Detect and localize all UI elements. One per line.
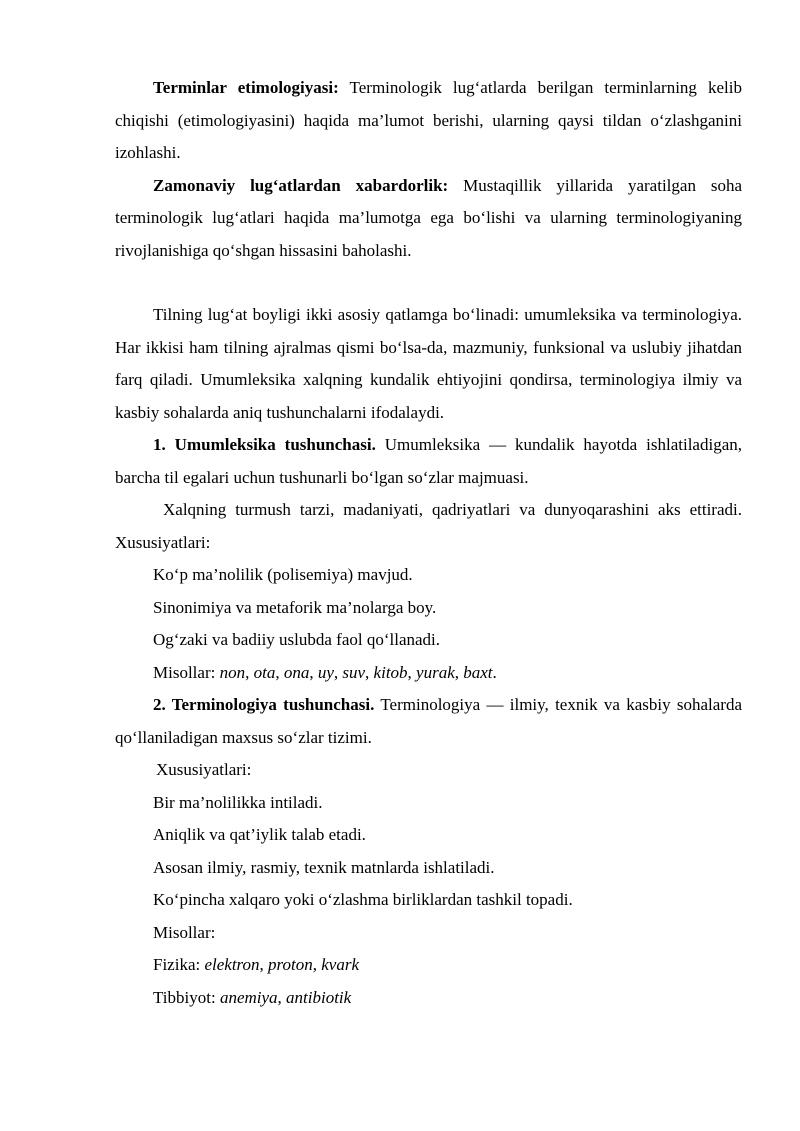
paragraph-text: Terminologik lug‘atlarda berilgan terminlarning kelib chiqishi (etimologiyasini) haqida ma’lumot berishi, ularning qaysi tildan o‘zlashganini izohlashi. <box>115 78 742 162</box>
list-item: Bir ma’nolilikka intiladi. <box>153 792 323 812</box>
list-item: Og‘zaki va badiiy uslubda faol qo‘llanadi. <box>153 630 441 649</box>
list-item: Ko‘pincha xalqaro yoki o‘zlashma birliklardan tashkil topadi. <box>153 890 573 909</box>
example-field-fizika: Fizika: elektron, proton, kvark <box>153 955 360 974</box>
list-item: Ko‘p ma’nolilik (polisemiya) mavjud. <box>153 565 413 584</box>
paragraph-lead-bold: Terminlar etimologiyasi: <box>153 78 339 97</box>
example-word: ota <box>253 662 276 682</box>
section-heading: 1. Umumleksika tushunchasi. <box>153 435 376 454</box>
examples-label: Misollar: <box>153 662 220 682</box>
section-definition: Terminologiya — ilmiy, texnik va kasbiy sohalarda qo‘llaniladigan maxsus so‘zlar tizimi. <box>115 695 742 747</box>
section-definition: Umumleksika — kundalik hayotda ishlatiladigan, barcha til egalari uchun tushunarli bo‘lgan so‘zlar majmuasi. <box>115 435 742 487</box>
paragraph-lugat-boyligi: Tilning lug‘at boyligi ikki asosiy qatlamga bo‘linadi: umumleksika va terminologiya. Har ikkisi ham tilning ajralmas qismi bo‘lsa-da, mazmuniy, funksional va uslubiy jihatdan farq qiladi. Umumleksika xalqning kundalik ehtiyojini qondirsa, terminologiya ilmiy va kasbiy sohalarda aniq tushunchalarni ifodalaydi. <box>115 305 742 422</box>
field-label: Tibbiyot: <box>153 987 220 1007</box>
examples-line: Misollar: non, ota, ona, uy, suv, kitob, yurak, baxt. <box>153 662 497 682</box>
example-word: yurak <box>416 662 455 682</box>
term-word: elektron <box>204 955 260 974</box>
term-word: kvark <box>321 955 360 974</box>
features-label: Xususiyatlari: <box>156 760 252 779</box>
example-word: uy <box>317 662 334 682</box>
paragraph-text: Mustaqillik yillarida yaratilgan soha terminologik lug‘atlari haqida ma’lumotga ega bo‘lishi va ularning terminologiyaning rivojlanishiga qo‘shgan hissasini baholashi. <box>115 175 743 260</box>
example-word: ona <box>283 662 310 682</box>
examples-label: Misollar: <box>153 922 216 942</box>
paragraph-spacer <box>115 267 742 299</box>
example-field-tibbiyot: Tibbiyot: anemiya, antibiotik <box>153 987 352 1007</box>
example-word: baxt <box>463 662 493 682</box>
paragraph-zamonaviy-lugatlar <box>115 170 742 268</box>
example-word: suv <box>342 662 366 682</box>
section-umumleksika-heading <box>115 429 742 494</box>
field-label: Fizika: <box>153 955 205 974</box>
section-umumleksika-intro: Xalqning turmush tarzi, madaniyati, qadriyatlari va dunyoqarashini aks ettiradi. Xususiyatlari: <box>115 500 742 552</box>
example-word: kitob <box>373 662 408 682</box>
section-heading: 2. Terminologiya tushunchasi. <box>153 695 375 714</box>
document-body <box>115 72 742 1014</box>
term-word: anemiya <box>219 987 278 1007</box>
term-word: antibiotik <box>286 987 352 1007</box>
list-item: Aniqlik va qat’iylik talab etadi. <box>153 825 366 844</box>
example-word: non <box>219 662 246 682</box>
section-terminologiya-heading <box>115 689 742 754</box>
paragraph-lead-bold: Zamonaviy lug‘atlardan xabardorlik: <box>153 175 449 195</box>
list-item: Asosan ilmiy, rasmiy, texnik matnlarda ishlatiladi. <box>153 857 495 877</box>
paragraph-terminlar-etimologiyasi <box>115 72 742 170</box>
term-word: proton <box>268 955 313 974</box>
list-item: Sinonimiya va metaforik ma’nolarga boy. <box>153 597 437 617</box>
